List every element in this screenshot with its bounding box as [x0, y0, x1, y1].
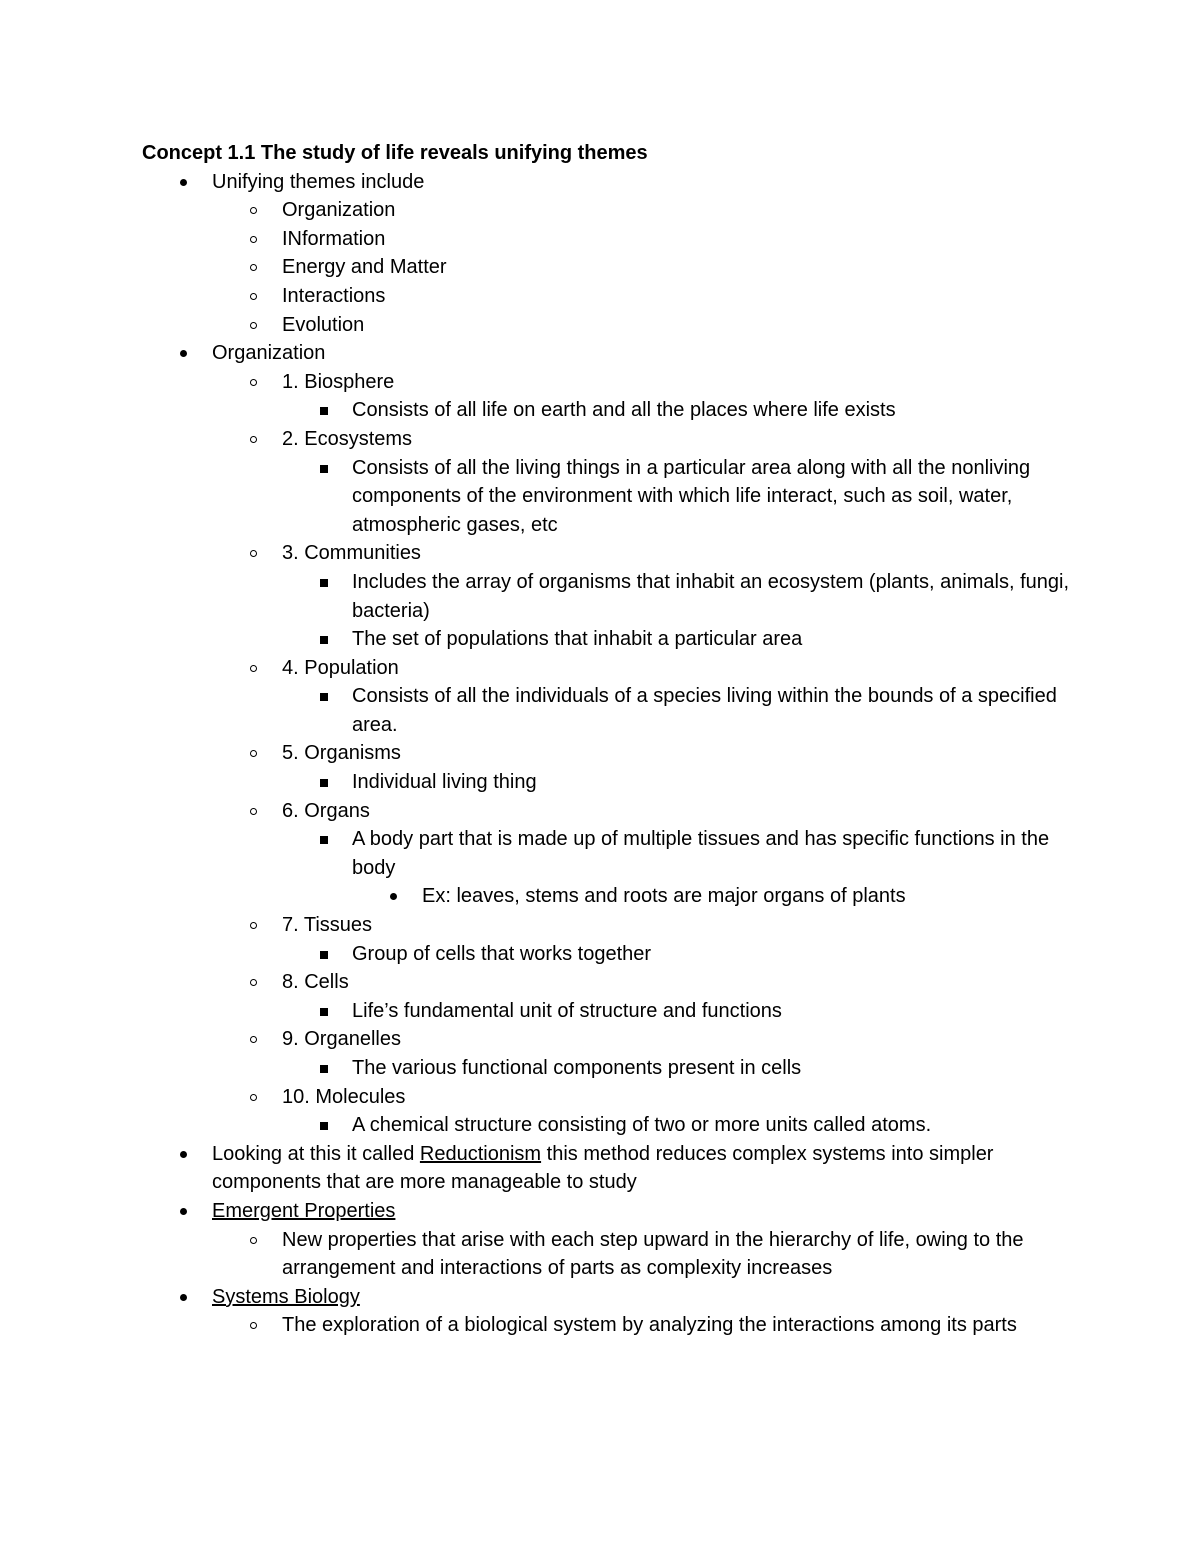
note-text: A chemical structure consisting of two or more units called atoms. — [352, 1114, 932, 1137]
level-notes — [282, 682, 1072, 739]
list-item — [212, 253, 1072, 282]
square-bullet-icon — [320, 693, 328, 701]
list-item-emergent — [142, 1197, 1072, 1283]
systems-sublist — [212, 1311, 1072, 1340]
list-item — [212, 311, 1072, 340]
circle-bullet-icon — [250, 1237, 257, 1244]
organization-heading: Organization — [212, 342, 326, 365]
systems-definition: The exploration of a biological system by analyzing the interactions among its parts — [282, 1314, 1017, 1337]
emergent-sublist — [212, 1226, 1072, 1283]
disc-bullet-icon — [180, 1294, 187, 1301]
level-label: 5. Organisms — [282, 742, 401, 765]
level-item — [212, 425, 1072, 539]
square-bullet-icon — [320, 1122, 328, 1130]
level-label: 9. Organelles — [282, 1028, 401, 1051]
note-text: Consists of all life on earth and all the places where life exists — [352, 399, 896, 422]
disc-bullet-icon — [180, 350, 187, 357]
example-text: Ex: leaves, stems and roots are major organs of plants — [422, 885, 906, 908]
circle-bullet-icon — [250, 1036, 257, 1043]
note-text: Includes the array of organisms that inhabit an ecosystem (plants, animals, fungi, bacteria) — [352, 570, 1070, 622]
organization-levels-list — [212, 368, 1072, 1140]
disc-bullet-icon — [390, 893, 397, 900]
outline-list — [142, 168, 1072, 1340]
level-notes — [282, 454, 1072, 540]
note-text: Consists of all the living things in a particular area along with all the nonliving components of the environment with which life interact, such as soil, water, atmospheric gases, etc — [352, 456, 1031, 536]
level-label: 2. Ecosystems — [282, 427, 413, 450]
square-bullet-icon — [320, 779, 328, 787]
level-item — [212, 539, 1072, 653]
note-item — [282, 1054, 1072, 1083]
level-notes — [282, 997, 1072, 1026]
square-bullet-icon — [320, 636, 328, 644]
level-label: 1. Biosphere — [282, 370, 395, 393]
level-item — [212, 911, 1072, 968]
level-notes — [282, 1054, 1072, 1083]
list-item — [212, 196, 1072, 225]
note-text: Consists of all the individuals of a species living within the bounds of a specified area. — [352, 685, 1057, 736]
reductionism-prefix: Looking at this it called — [212, 1142, 420, 1165]
level-notes — [282, 1111, 1072, 1140]
circle-bullet-icon — [250, 750, 257, 757]
circle-bullet-icon — [250, 322, 257, 329]
note-item — [282, 825, 1072, 911]
theme-label: Evolution — [282, 313, 365, 336]
note-text: A body part that is made up of multiple tissues and has specific functions in the body — [352, 828, 1050, 879]
level-label: 6. Organs — [282, 799, 370, 822]
list-item-organization — [142, 339, 1072, 1140]
note-text: Individual living thing — [352, 771, 537, 794]
note-item — [282, 625, 1072, 654]
note-text: The various functional components present in cells — [352, 1057, 802, 1079]
level-item — [212, 368, 1072, 425]
theme-label: Interactions — [282, 284, 386, 307]
square-bullet-icon — [320, 836, 328, 844]
level-label: 3. Communities — [282, 542, 421, 565]
note-item — [282, 568, 1072, 625]
circle-bullet-icon — [250, 293, 257, 300]
disc-bullet-icon — [180, 179, 187, 186]
list-item — [212, 282, 1072, 311]
document-page — [142, 139, 1072, 1340]
note-text: Group of cells that works together — [352, 942, 652, 965]
emergent-term: Emergent Properties — [212, 1199, 396, 1222]
systems-term: Systems Biology — [212, 1285, 360, 1308]
square-bullet-icon — [320, 1065, 328, 1073]
example-list — [352, 882, 1072, 911]
reductionism-term: Reductionism — [419, 1142, 542, 1165]
note-text: The set of populations that inhabit a particular area — [352, 628, 803, 651]
note-item — [282, 940, 1072, 969]
list-item — [212, 1226, 1072, 1283]
themes-heading: Unifying themes include — [212, 170, 425, 193]
list-item-systems — [142, 1283, 1072, 1340]
square-bullet-icon — [320, 579, 328, 587]
level-notes — [282, 768, 1072, 797]
list-item — [212, 225, 1072, 254]
note-text: Life’s fundamental unit of structure and functions — [352, 999, 782, 1022]
square-bullet-icon — [320, 407, 328, 415]
circle-bullet-icon — [250, 1322, 257, 1329]
emergent-definition: New properties that arise with each step upward in the hierarchy of life, owing to the arrangement and interactions of parts as complexity increases — [282, 1228, 1024, 1280]
disc-bullet-icon — [180, 1208, 187, 1215]
level-item — [212, 1083, 1072, 1140]
level-label: 8. Cells — [282, 971, 349, 994]
circle-bullet-icon — [250, 436, 257, 443]
level-label: 7. Tissues — [282, 914, 373, 937]
circle-bullet-icon — [250, 207, 257, 214]
level-notes — [282, 825, 1072, 911]
level-item — [212, 968, 1072, 1025]
circle-bullet-icon — [250, 236, 257, 243]
circle-bullet-icon — [250, 550, 257, 557]
level-notes — [282, 568, 1072, 654]
level-notes — [282, 940, 1072, 969]
note-item — [282, 396, 1072, 425]
level-label: 4. Population — [282, 656, 399, 679]
circle-bullet-icon — [250, 665, 257, 672]
note-item — [282, 997, 1072, 1026]
circle-bullet-icon — [250, 379, 257, 386]
note-item — [282, 1111, 1072, 1140]
square-bullet-icon — [320, 1008, 328, 1016]
note-item — [282, 768, 1072, 797]
circle-bullet-icon — [250, 922, 257, 929]
disc-bullet-icon — [180, 1151, 187, 1158]
level-item — [212, 1025, 1072, 1082]
note-item — [282, 454, 1072, 540]
theme-label: Organization — [282, 199, 396, 222]
circle-bullet-icon — [250, 264, 257, 271]
theme-label: Energy and Matter — [282, 256, 447, 279]
level-label: 10. Molecules — [282, 1085, 406, 1108]
circle-bullet-icon — [250, 808, 257, 815]
example-item — [352, 882, 1072, 911]
level-item — [212, 739, 1072, 796]
level-item — [212, 654, 1072, 740]
square-bullet-icon — [320, 465, 328, 473]
level-notes — [282, 396, 1072, 425]
square-bullet-icon — [320, 951, 328, 959]
list-item-reductionism — [142, 1140, 1072, 1197]
theme-label: INformation — [282, 227, 386, 250]
level-item — [212, 797, 1072, 911]
list-item — [212, 1311, 1072, 1340]
list-item-themes — [142, 168, 1072, 340]
circle-bullet-icon — [250, 979, 257, 986]
circle-bullet-icon — [250, 1094, 257, 1101]
themes-list — [212, 196, 1072, 339]
page-title: Concept 1.1 The study of life reveals unifying themes — [142, 142, 648, 164]
note-item — [282, 682, 1072, 739]
reductionism-suffix: this method reduces complex systems into simpler components that are more manageable to study — [212, 1142, 994, 1194]
